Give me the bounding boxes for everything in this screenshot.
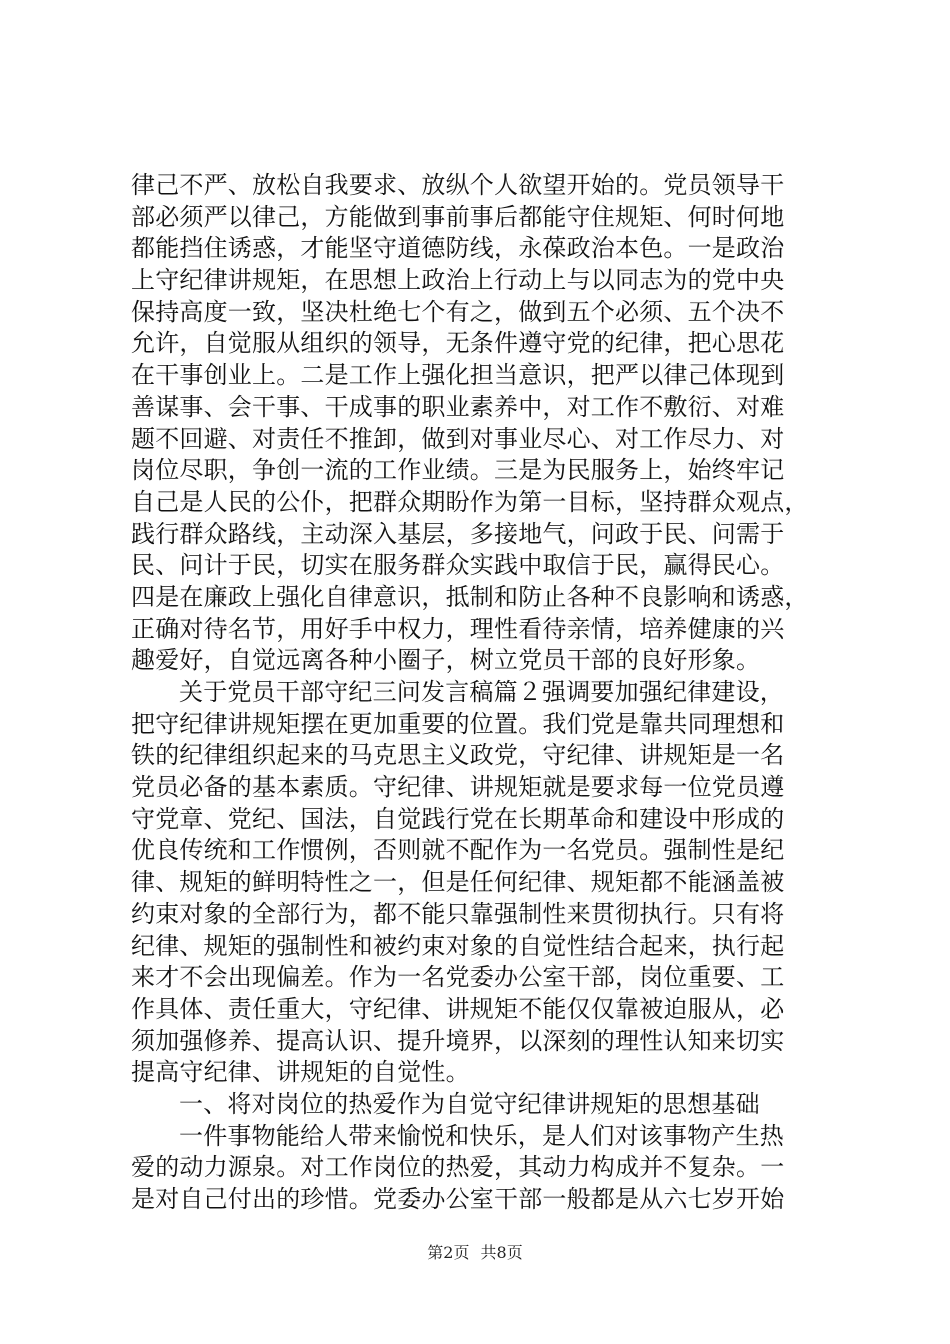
- text-line: 作具体、责任重大，守纪律、讲规矩不能仅仅靠被迫服从，必: [131, 994, 785, 1023]
- text-line: 党员必备的基本素质。守纪律、讲规矩就是要求每一位党员遵: [131, 773, 785, 802]
- text-line: 趣爱好，自觉远离各种小圈子，树立党员干部的良好形象。: [131, 646, 761, 675]
- text-line: 自己是人民的公仆，把群众期盼作为第一目标，坚持群众观点，: [131, 487, 809, 516]
- text-line: 一、将对岗位的热爱作为自觉守纪律讲规矩的思想基础: [179, 1089, 760, 1118]
- page-total: 共8页: [480, 1243, 523, 1262]
- text-line: 允许，自觉服从组织的领导，无条件遵守党的纪律，把心思花: [131, 329, 785, 358]
- text-line: 守党章、党纪、国法，自觉践行党在长期革命和建设中形成的: [131, 804, 785, 833]
- page-footer: [0, 1240, 950, 1263]
- text-line: 在干事创业上。二是工作上强化担当意识，把严以律己体现到: [131, 361, 785, 390]
- text-line: 上守纪律讲规矩，在思想上政治上行动上与以同志为的党中央: [131, 266, 785, 295]
- text-line: 岗位尽职，争创一流的工作业绩。三是为民服务上，始终牢记: [131, 456, 785, 485]
- text-line: 正确对待名节，用好手中权力，理性看待亲情，培养健康的兴: [131, 614, 785, 643]
- text-line: 保持高度一致，坚决杜绝七个有之，做到五个必须、五个决不: [131, 297, 785, 326]
- text-line: 部必须严以律己，方能做到事前事后都能守住规矩、何时何地: [131, 202, 785, 231]
- text-line: 民、问计于民，切实在服务群众实践中取信于民，赢得民心。: [131, 551, 785, 580]
- text-line: 铁的纪律组织起来的马克思主义政党，守纪律、讲规矩是一名: [131, 741, 785, 770]
- text-line: 律、规矩的鲜明特性之一，但是任何纪律、规矩都不能涵盖被: [131, 868, 785, 897]
- text-line: 纪律、规矩的强制性和被约束对象的自觉性结合起来，执行起: [131, 931, 785, 960]
- text-line: 践行群众路线，主动深入基层，多接地气，问政于民、问需于: [131, 519, 785, 548]
- text-line: 题不回避、对责任不推卸，做到对事业尽心、对工作尽力、对: [131, 424, 785, 453]
- text-line: 来才不会出现偏差。作为一名党委办公室干部，岗位重要、工: [131, 963, 785, 992]
- page-number: 第2页: [427, 1243, 470, 1262]
- text-line: 提高守纪律、讲规矩的自觉性。: [131, 1058, 470, 1087]
- text-line: 爱的动力源泉。对工作岗位的热爱，其动力构成并不复杂。一: [131, 1153, 785, 1182]
- text-line: 关于党员干部守纪三问发言稿篇２强调要加强纪律建设，: [179, 678, 784, 706]
- text-line: 都能挡住诱惑，才能坚守道德防线，永葆政治本色。一是政治: [131, 234, 785, 263]
- text-line: 须加强修养、提高认识、提升境界，以深刻的理性认知来切实: [131, 1026, 785, 1055]
- text-line: 把守纪律讲规矩摆在更加重要的位置。我们党是靠共同理想和: [131, 709, 785, 738]
- text-line: 善谋事、会干事、干成事的职业素养中，对工作不敷衍、对难: [131, 392, 785, 421]
- text-line: 约束对象的全部行为，都不能只靠强制性来贯彻执行。只有将: [131, 899, 785, 928]
- body-text: [131, 170, 831, 1216]
- text-line: 是对自己付出的珍惜。党委办公室干部一般都是从六七岁开始: [131, 1185, 785, 1213]
- text-line: 律己不严、放松自我要求、放纵个人欲望开始的。党员领导干: [131, 171, 785, 199]
- text-line: 四是在廉政上强化自律意识，抵制和防止各种不良影响和诱惑，: [131, 582, 809, 611]
- text-line: 优良传统和工作惯例，否则就不配作为一名党员。强制性是纪: [131, 836, 785, 865]
- text-line: 一件事物能给人带来愉悦和快乐，是人们对该事物产生热: [179, 1121, 784, 1150]
